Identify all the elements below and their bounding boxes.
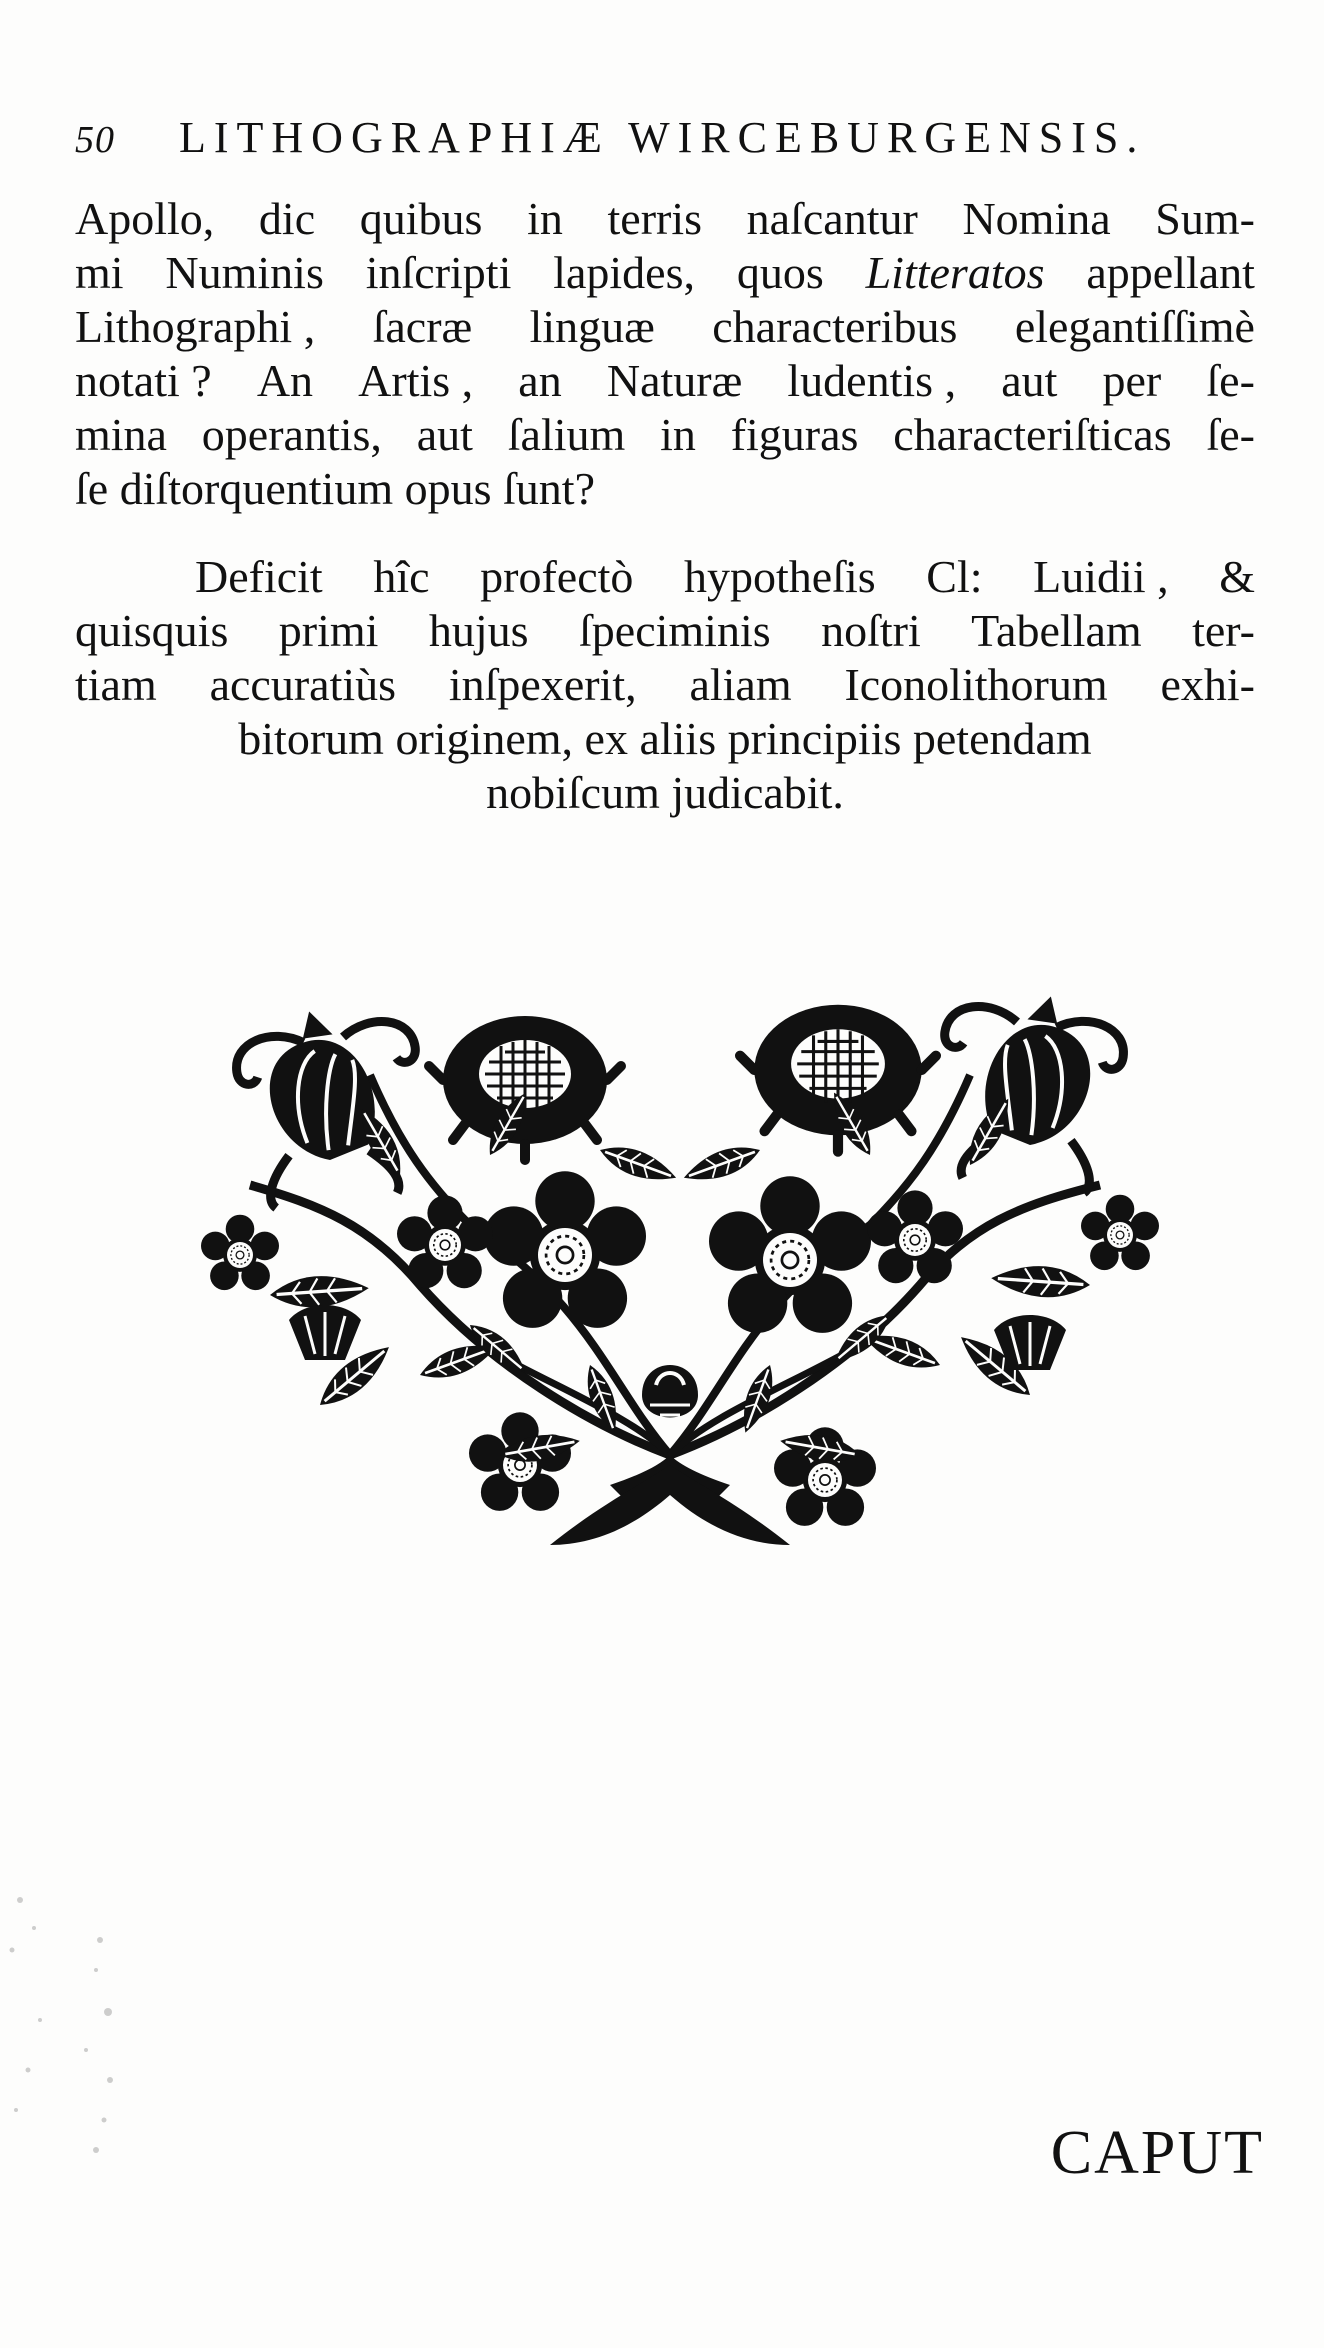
word: linguæ: [529, 301, 655, 352]
text-line: [75, 192, 1255, 246]
word: opus: [404, 463, 492, 514]
word: ex: [584, 713, 628, 764]
text-line: [75, 604, 1255, 658]
paper-stain-marks: [0, 1880, 140, 2220]
word: characteribus: [712, 301, 958, 352]
word: mi: [75, 247, 124, 298]
word: in: [660, 409, 696, 460]
word: aliis: [639, 713, 717, 764]
text-line: [75, 246, 1255, 300]
word: exhi-: [1160, 659, 1255, 710]
text-line: [75, 712, 1255, 766]
word: petendam: [912, 713, 1092, 764]
word: hîc: [373, 551, 430, 602]
word: aliam: [689, 659, 792, 710]
italic-word: Litteratos: [865, 247, 1045, 298]
paragraph-1: [75, 192, 1255, 516]
word: judicabit.: [671, 767, 844, 818]
text-line: [75, 354, 1255, 408]
word: tiam: [75, 659, 157, 710]
page-number: 50: [75, 119, 115, 161]
word: [358, 354, 473, 408]
text-line: [75, 550, 1255, 604]
punctuation: ,: [1157, 551, 1169, 602]
word: bitorum: [238, 713, 384, 764]
word: dic: [258, 193, 316, 244]
word: profectò: [480, 551, 634, 602]
word: ſacræ: [372, 301, 473, 352]
word: aut: [416, 409, 473, 460]
word: aut: [1001, 355, 1058, 406]
word: quisquis: [75, 605, 229, 656]
word: nobiſcum: [486, 767, 660, 818]
word: figuras: [730, 409, 859, 460]
word: Iconolithorum: [844, 659, 1108, 710]
word-part: notati: [75, 355, 180, 406]
word: per: [1102, 355, 1162, 406]
catchword: CAPUT: [1050, 2119, 1264, 2187]
word: originem,: [395, 713, 574, 764]
running-title: LITHOGRAPHIÆ WIRCEBURGENSIS.: [179, 113, 1146, 162]
word: naſcantur: [746, 193, 918, 244]
punctuation: ?: [191, 355, 212, 406]
word: hypotheſis: [684, 551, 876, 602]
word: noſtri: [821, 605, 921, 656]
word: Nomina: [962, 193, 1111, 244]
word: diſtorquentium: [119, 463, 394, 514]
word: lapides,: [553, 247, 695, 298]
word: Deficit: [195, 551, 323, 602]
word: Naturæ: [606, 355, 743, 406]
punctuation: ,: [461, 355, 474, 406]
word: [75, 354, 212, 408]
word-part: Artis: [358, 355, 451, 406]
word: ſunt?: [503, 463, 596, 514]
text-line: [75, 462, 1255, 516]
text-line: [75, 766, 1255, 820]
word: terris: [607, 193, 703, 244]
word: inſpexerit,: [448, 659, 637, 710]
word: an: [518, 355, 562, 406]
word: ſalium: [507, 409, 626, 460]
word: Apollo,: [75, 193, 215, 244]
word: characteriſticas: [893, 409, 1172, 460]
word: Sum-: [1155, 193, 1255, 244]
word: accuratiùs: [209, 659, 397, 710]
word-part: Lithographi: [75, 301, 293, 352]
word: Numinis: [165, 247, 324, 298]
word: inſcripti: [365, 247, 512, 298]
word: An: [256, 355, 314, 406]
punctuation: ,: [944, 355, 957, 406]
paragraph-2: [75, 550, 1255, 820]
word: hujus: [428, 605, 529, 656]
word: [1033, 550, 1168, 604]
word: in: [527, 193, 563, 244]
word: operantis,: [201, 409, 382, 460]
word: Tabellam: [971, 605, 1142, 656]
word: [75, 300, 315, 354]
text-line: [75, 300, 1255, 354]
word: elegantiſſimè: [1014, 301, 1255, 352]
punctuation: ,: [303, 301, 316, 352]
word: quibus: [359, 193, 483, 244]
word: [787, 354, 956, 408]
text-line: [75, 408, 1255, 462]
word: Cl:: [926, 551, 983, 602]
word: ſpeciminis: [579, 605, 771, 656]
word-part: Luidii: [1033, 551, 1146, 602]
word: ſe-: [1206, 409, 1255, 460]
word: primi: [278, 605, 379, 656]
word: mina: [75, 409, 167, 460]
floral-tailpiece-ornament: [170, 985, 1190, 1565]
running-head: [75, 112, 1175, 172]
word: &: [1219, 551, 1255, 602]
word: appellant: [1086, 247, 1255, 298]
word: principiis: [727, 713, 902, 764]
word: quos: [736, 247, 824, 298]
word: ſe-: [1206, 355, 1255, 406]
word: ſe: [75, 463, 109, 514]
word: ter-: [1192, 605, 1255, 656]
text-line: [75, 658, 1255, 712]
word-part: ludentis: [787, 355, 934, 406]
